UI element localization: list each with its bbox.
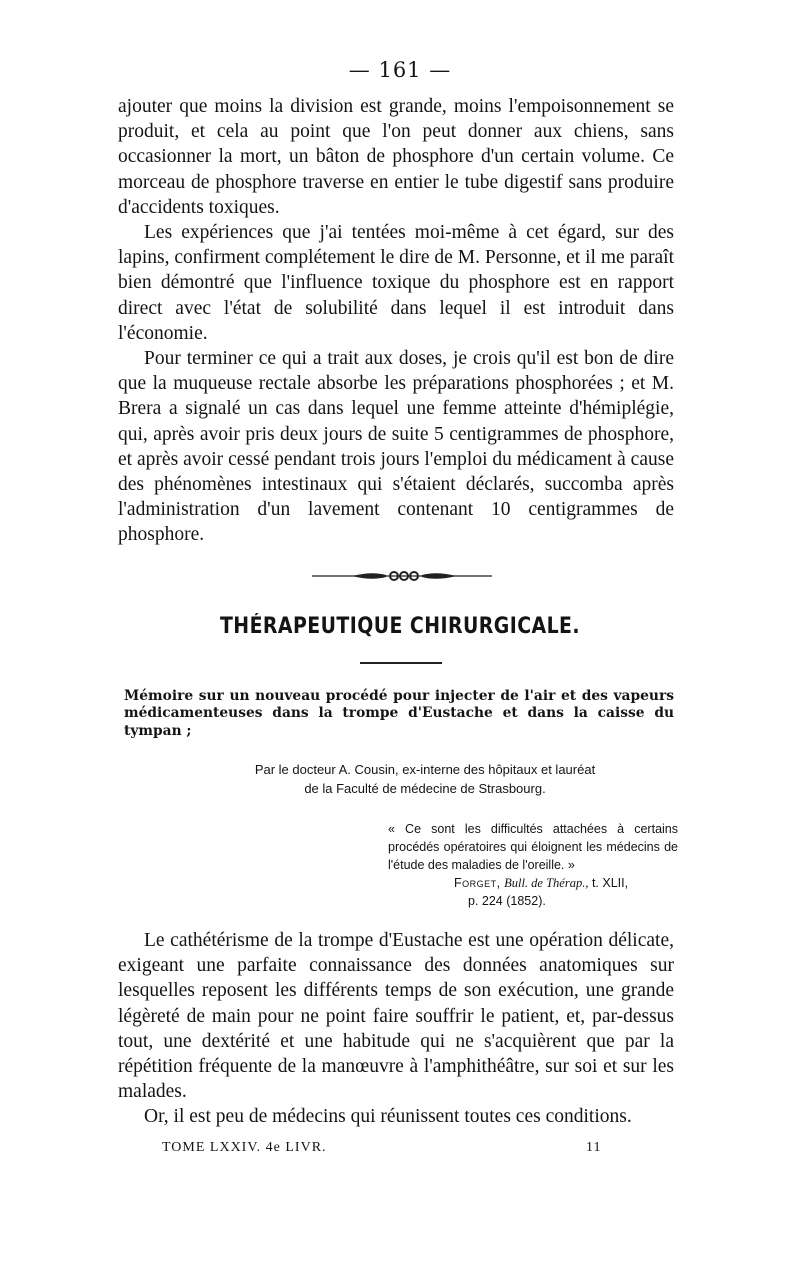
page-number: — 161 — <box>348 58 452 82</box>
section-title: THÉRAPEUTIQUE CHIRURGICALE. <box>219 614 581 639</box>
byline <box>190 760 660 798</box>
epigraph-page: p. 224 (1852). <box>468 894 546 908</box>
byline-line: Par le docteur A. Cousin, ex-interne des hôpitaux et lauréat <box>254 762 596 777</box>
paragraph: Or, il est peu de médecins qui réunissent toutes ces conditions. <box>144 1106 632 1128</box>
title-rule <box>360 662 442 664</box>
byline-line: de la Faculté de médecine de Strasbourg. <box>304 781 546 796</box>
epigraph <box>388 820 678 910</box>
epigraph-journal: Bull. de Thérap., <box>504 876 589 890</box>
paragraph: Les expériences que j'ai tentées moi-même à cet égard, sur des lapins, confirment complétement le dire de M. Personne, et il me paraît bien démontré que l'influence toxique du phosphore est en rapport direct avec l'état de solubilité dans lequel il est introduit dans l'économie. <box>118 222 674 344</box>
article-title: Mémoire sur un nouveau procédé pour injecter de l'air et des vapeurs médicamenteuses dans la trompe d'Eustache et dans la caisse du tympan ; <box>124 688 674 739</box>
paragraph: ajouter que moins la division est grande, moins l'empoisonnement se produit, et cela au point que l'on peut donner aux chiens, sans occasionner la mort, un bâton de phosphore d'un certain volume. Ce morceau de phosphore traverse en entier le tube digestif sans produire d'accidents toxiques. <box>118 96 674 218</box>
epigraph-author: Forget, <box>454 876 501 890</box>
signature-mark: 11 <box>586 1140 602 1155</box>
epigraph-volume: t. XLII, <box>591 876 629 890</box>
ornament-divider <box>312 566 492 586</box>
paragraph: Pour terminer ce qui a trait aux doses, je crois qu'il est bon de dire que la muqueuse rectale absorbe les préparations phosphorées ; et M. Brera a signalé un cas dans lequel une femme atteinte d'hémiplégie, qui, après avoir pris deux jours de suite 5 centigrammes de phosphore, et après avoir cessé pendant trois jours l'emploi du médicament à cause des phénomènes intestinaux qui s'étaient déclarés, succomba après l'administration d'un lavement contenant 10 centigrammes de phosphore. <box>118 348 674 546</box>
volume-reference: TOME LXXIV. 4e LIVR. <box>162 1140 327 1155</box>
text-block-bottom <box>118 928 674 1130</box>
epigraph-attribution <box>388 874 678 892</box>
paragraph: Le cathétérisme de la trompe d'Eustache est une opération délicate, exigeant une parfaite connaissance des données anatomiques sur lesquelles reposent les différents temps de son exécution, une grande légèreté de main pour ne point faire souffrir le patient, et, par-dessus tout, une dextérité et une habitude qui ne s'acquièrent que par la répétition fréquente de la manœuvre à l'amphithéâtre, sur soi et sur les malades. <box>118 930 674 1103</box>
page-footer <box>162 1140 602 1156</box>
text-block-top <box>118 94 674 548</box>
epigraph-quote: « Ce sont les difficultés attachées à certains procédés opératoires qui éloignent les médecins de l'étude des maladies de l'oreille. » <box>388 822 678 872</box>
